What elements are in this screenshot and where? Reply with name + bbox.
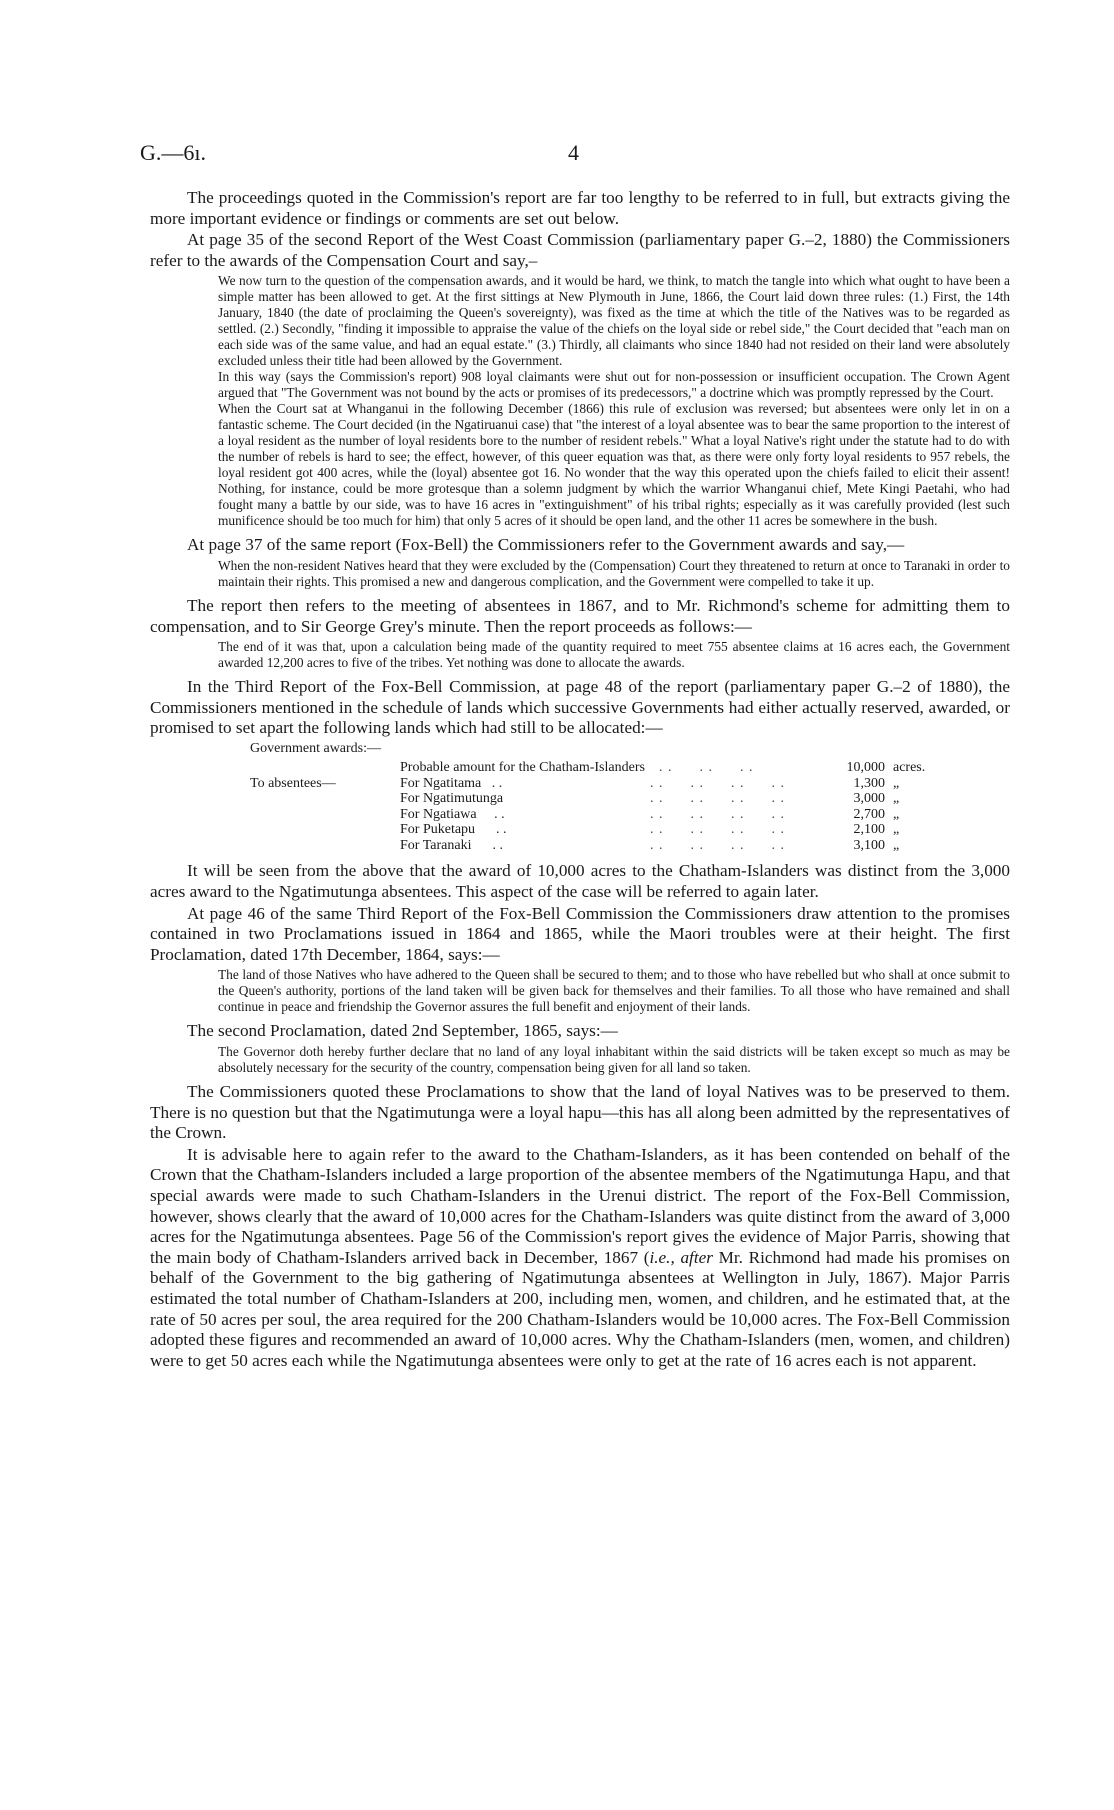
quote-1-part-c: When the Court sat at Whanganui in the following December (1866) this rule of exclusion was reversed; but absentees were only let in on a fantastic scheme. The Court decided (in the Ngatiruanui case) that "the interest of a loyal absentee was to bear the same proportion to the interest of a loyal resident as the number of loyal residents bore to the number of resident rebels." What a loyal Native's right under the statute had to do with the number of rebels is hard to see; the effect, however, of this queer equation was that, as there were only forty loyal residents to 957 rebels, the loyal resident got 400 acres, while the (loyal) absentee got 16. No wonder that the way this operated upon the chiefs failed to elicit their assent! Nothing, for instance, could be more grotesque than a solemn judgment by which the warrior Whanganui chief, Mete Kingi Paetahi, who had fought many a battle by our side, was to have 16 acres in "extinguishment" of his tribal rights; especially as it was carefully provided (lest such munificence should be too much for him) that only 5 acres of it should be open land, and the other 11 acres be somewhere in the bush.: [218, 401, 1010, 529]
quote-block-3: [218, 639, 1010, 671]
body-text: [150, 188, 1010, 1372]
awards-unit-cell: „: [893, 806, 900, 822]
paragraph-10-part-b: Mr. Richmond had made his promises on behalf of the Government to the big gathering of Ngatimutunga absentees at Wellington in July, 1867). Major Parris estimated the total number of Chatham-Islanders at 200, including men, women, and children, and he estimated that, at the rate of 50 acres per soul, the area required for the 200 Chatham-Islanders would be 10,000 acres. The Fox-Bell Commission adopted these figures and recommended an award of 10,000 acres. Why the Chatham-Islanders (men, women, and children) were to get 50 acres each while the Ngatimutunga absentees were only to get at the rate of 16 acres each is not apparent.: [150, 1247, 1010, 1370]
page-header: [140, 140, 980, 174]
awards-leader-dots: . . . . . . . .: [650, 775, 785, 791]
page-number: 4: [568, 140, 579, 165]
paragraph-2: At page 35 of the second Report of the West Coast Commission (parliamentary paper G.–2, 1880) the Commissioners refer to the awards of the Compensation Court and say,–: [150, 230, 1010, 270]
quote-3: The end of it was that, upon a calculation being made of the quantity required to meet 755 absentee claims at 16 acres each, the Government awarded 12,200 acres to five of the tribes. Yet nothing was done to allocate the awards.: [218, 639, 1010, 671]
awards-amount-cell: 1,300: [853, 775, 885, 791]
quote-5: The Governor doth hereby further declare that no land of any loyal inhabitant within the said districts will be taken except so much as may be absolutely necessary for the security of the country, compensation being given for all land so taken.: [218, 1044, 1010, 1075]
awards-unit-cell: „: [893, 837, 900, 853]
awards-label-cell: For Taranaki . .: [400, 837, 503, 853]
awards-amount-cell: 3,100: [853, 837, 885, 853]
awards-group-cell: [250, 807, 400, 823]
paragraph-3: At page 37 of the same report (Fox-Bell) the Commissioners refer to the Government awards and say,—: [187, 535, 905, 555]
awards-row: [250, 838, 953, 854]
awards-row: [250, 791, 953, 807]
paragraph-4: The report then refers to the meeting of absentees in 1867, and to Mr. Richmond's scheme for admitting them to compensation, and to Sir George Grey's minute. Then the report proceeds as follows:—: [150, 595, 1010, 636]
awards-label-cell: For Ngatitama . .: [400, 775, 503, 791]
paragraph-8: The second Proclamation, dated 2nd September, 1865, says:—: [187, 1021, 618, 1041]
awards-unit-cell: „: [893, 775, 900, 791]
awards-leader-dots: . . . . . . . .: [650, 837, 785, 853]
quote-1-part-b: In this way (says the Commission's report) 908 loyal claimants were shut out for non-possession or insufficient occupation. The Crown Agent argued that "The Government was not bound by the acts or promises of its predecessors," a doctrine which was promptly repressed by the Court.: [218, 369, 1010, 401]
quote-4: The land of those Natives who have adhered to the Queen shall be secured to them; and to those who have rebelled but who shall at once submit to the Queen's authority, portions of the land taken will be given back for themselves and their families. To all those who have remained and shall continue in peace and friendship the Governor assures the full benefit and enjoyment of their lands.: [218, 967, 1010, 1015]
awards-leader-dots: . . . . . . . .: [650, 806, 785, 822]
awards-amount-cell: 10,000: [846, 760, 885, 776]
awards-heading: Government awards:—: [250, 740, 382, 756]
awards-table: [250, 760, 953, 853]
awards-row: [250, 776, 953, 792]
awards-label-cell: For Ngatiawa . .: [400, 806, 505, 822]
awards-unit-cell: acres.: [893, 760, 926, 776]
paragraph-6: It will be seen from the above that the award of 10,000 acres to the Chatham-Islanders was distinct from the 3,000 acres award to the Ngatimutunga absentees. This aspect of the case will be referred to again later.: [150, 861, 1010, 902]
awards-leader-dots: . . . . . . . .: [650, 822, 785, 838]
awards-amount-cell: 2,100: [853, 822, 885, 838]
quote-block-1: [218, 273, 1010, 529]
paragraph-10-ie: i.e., after: [649, 1247, 713, 1267]
quote-2: When the non-resident Natives heard that they were excluded by the (Compensation) Court they threatened to return at once to Taranaki in order to maintain their rights. This promised a new and dangerous complication, and the Government were compelled to take it up.: [218, 557, 1010, 589]
paragraph-5: In the Third Report of the Fox-Bell Commission, at page 48 of the report (parliamentary paper G.–2 of 1880), the Commissioners mentioned in the schedule of lands which successive Governments had either actually reserved, awarded, or promised to set apart the following lands which had still to be allocated:—: [150, 677, 1010, 738]
paragraph-10-part-a: It is advisable here to again refer to the award to the Chatham-Islanders, as it has been contended on behalf of the Crown that the Chatham-Islanders included a large proportion of the absentee members of the Ngatimutunga Hapu, and that special awards were made to such Chatham-Islanders in the Urenui district. The report of the Fox-Bell Commission, however, shows clearly that the award of 10,000 acres for the Chatham-Islanders was quite distinct from the award of 3,000 acres for the Ngatimutunga absentees. Page 56 of the Commission's report gives the evidence of Major Parris, showing that the main body of Chatham-Islanders arrived back in December, 1867 (: [150, 1144, 1010, 1267]
awards-leader-dots: . . . . . . . .: [650, 791, 785, 807]
quote-block-4: [218, 967, 1010, 1015]
awards-group-cell: [250, 760, 400, 776]
awards-row: [250, 760, 953, 776]
awards-unit-cell: „: [893, 791, 900, 807]
awards-row: [250, 822, 953, 838]
awards-unit-cell: „: [893, 822, 900, 838]
paragraph-1: The proceedings quoted in the Commission's report are far too lengthy to be referred to in full, but extracts giving the more important evidence or findings or comments are set out below.: [150, 188, 1010, 228]
awards-group-cell: [250, 822, 400, 838]
quote-block-5: [218, 1044, 1010, 1076]
awards-amount-cell: 2,700: [853, 806, 885, 822]
awards-group-cell: To absentees—: [250, 775, 336, 791]
awards-row: [250, 807, 953, 823]
awards-label-cell: Probable amount for the Chatham-Islanders: [400, 760, 645, 776]
awards-leader-dots: . . . . . .: [650, 760, 754, 776]
awards-group-cell: [250, 791, 400, 807]
awards-label-cell: For Puketapu . .: [400, 822, 507, 838]
quote-1-part-a: We now turn to the question of the compensation awards, and it would be hard, we think, to match the tangle into which what ought to have been a simple matter has been allowed to get. At the first sittings at New Plymouth in June, 1866, the Court laid down three rules: (1.) First, the 14th January, 1840 (the date of proclaiming the Queen's sovereignty), was fixed as the time at which the title of the Natives was to be regarded as settled. (2.) Secondly, "finding it impossible to appraise the value of the chiefs on the loyal side or rebel side," the Court decided that "each man on each side was of the same value, and had an equal estate." (3.) Thirdly, all claimants who since 1840 had not resided on their land were absolutely excluded unless their title had been allowed by the Government.: [218, 273, 1010, 369]
paragraph-10: [150, 1145, 1010, 1372]
awards-amount-cell: 3,000: [853, 791, 885, 807]
paragraph-7: At page 46 of the same Third Report of the Fox-Bell Commission the Commissioners draw attention to the promises contained in two Proclamations issued in 1864 and 1865, while the Maori troubles were at their height. The first Proclamation, dated 17th December, 1864, says:—: [150, 903, 1010, 964]
document-reference: G.—6ı.: [140, 140, 206, 165]
awards-label-cell: For Ngatimutunga: [400, 791, 504, 807]
quote-block-2: [218, 558, 1010, 590]
paragraph-9: The Commissioners quoted these Proclamations to show that the land of loyal Natives was to be preserved to them. There is no question but that the Ngatimutunga were a loyal hapu—this has all along been admitted by the representatives of the Crown.: [150, 1082, 1010, 1143]
awards-group-cell: [250, 838, 400, 854]
